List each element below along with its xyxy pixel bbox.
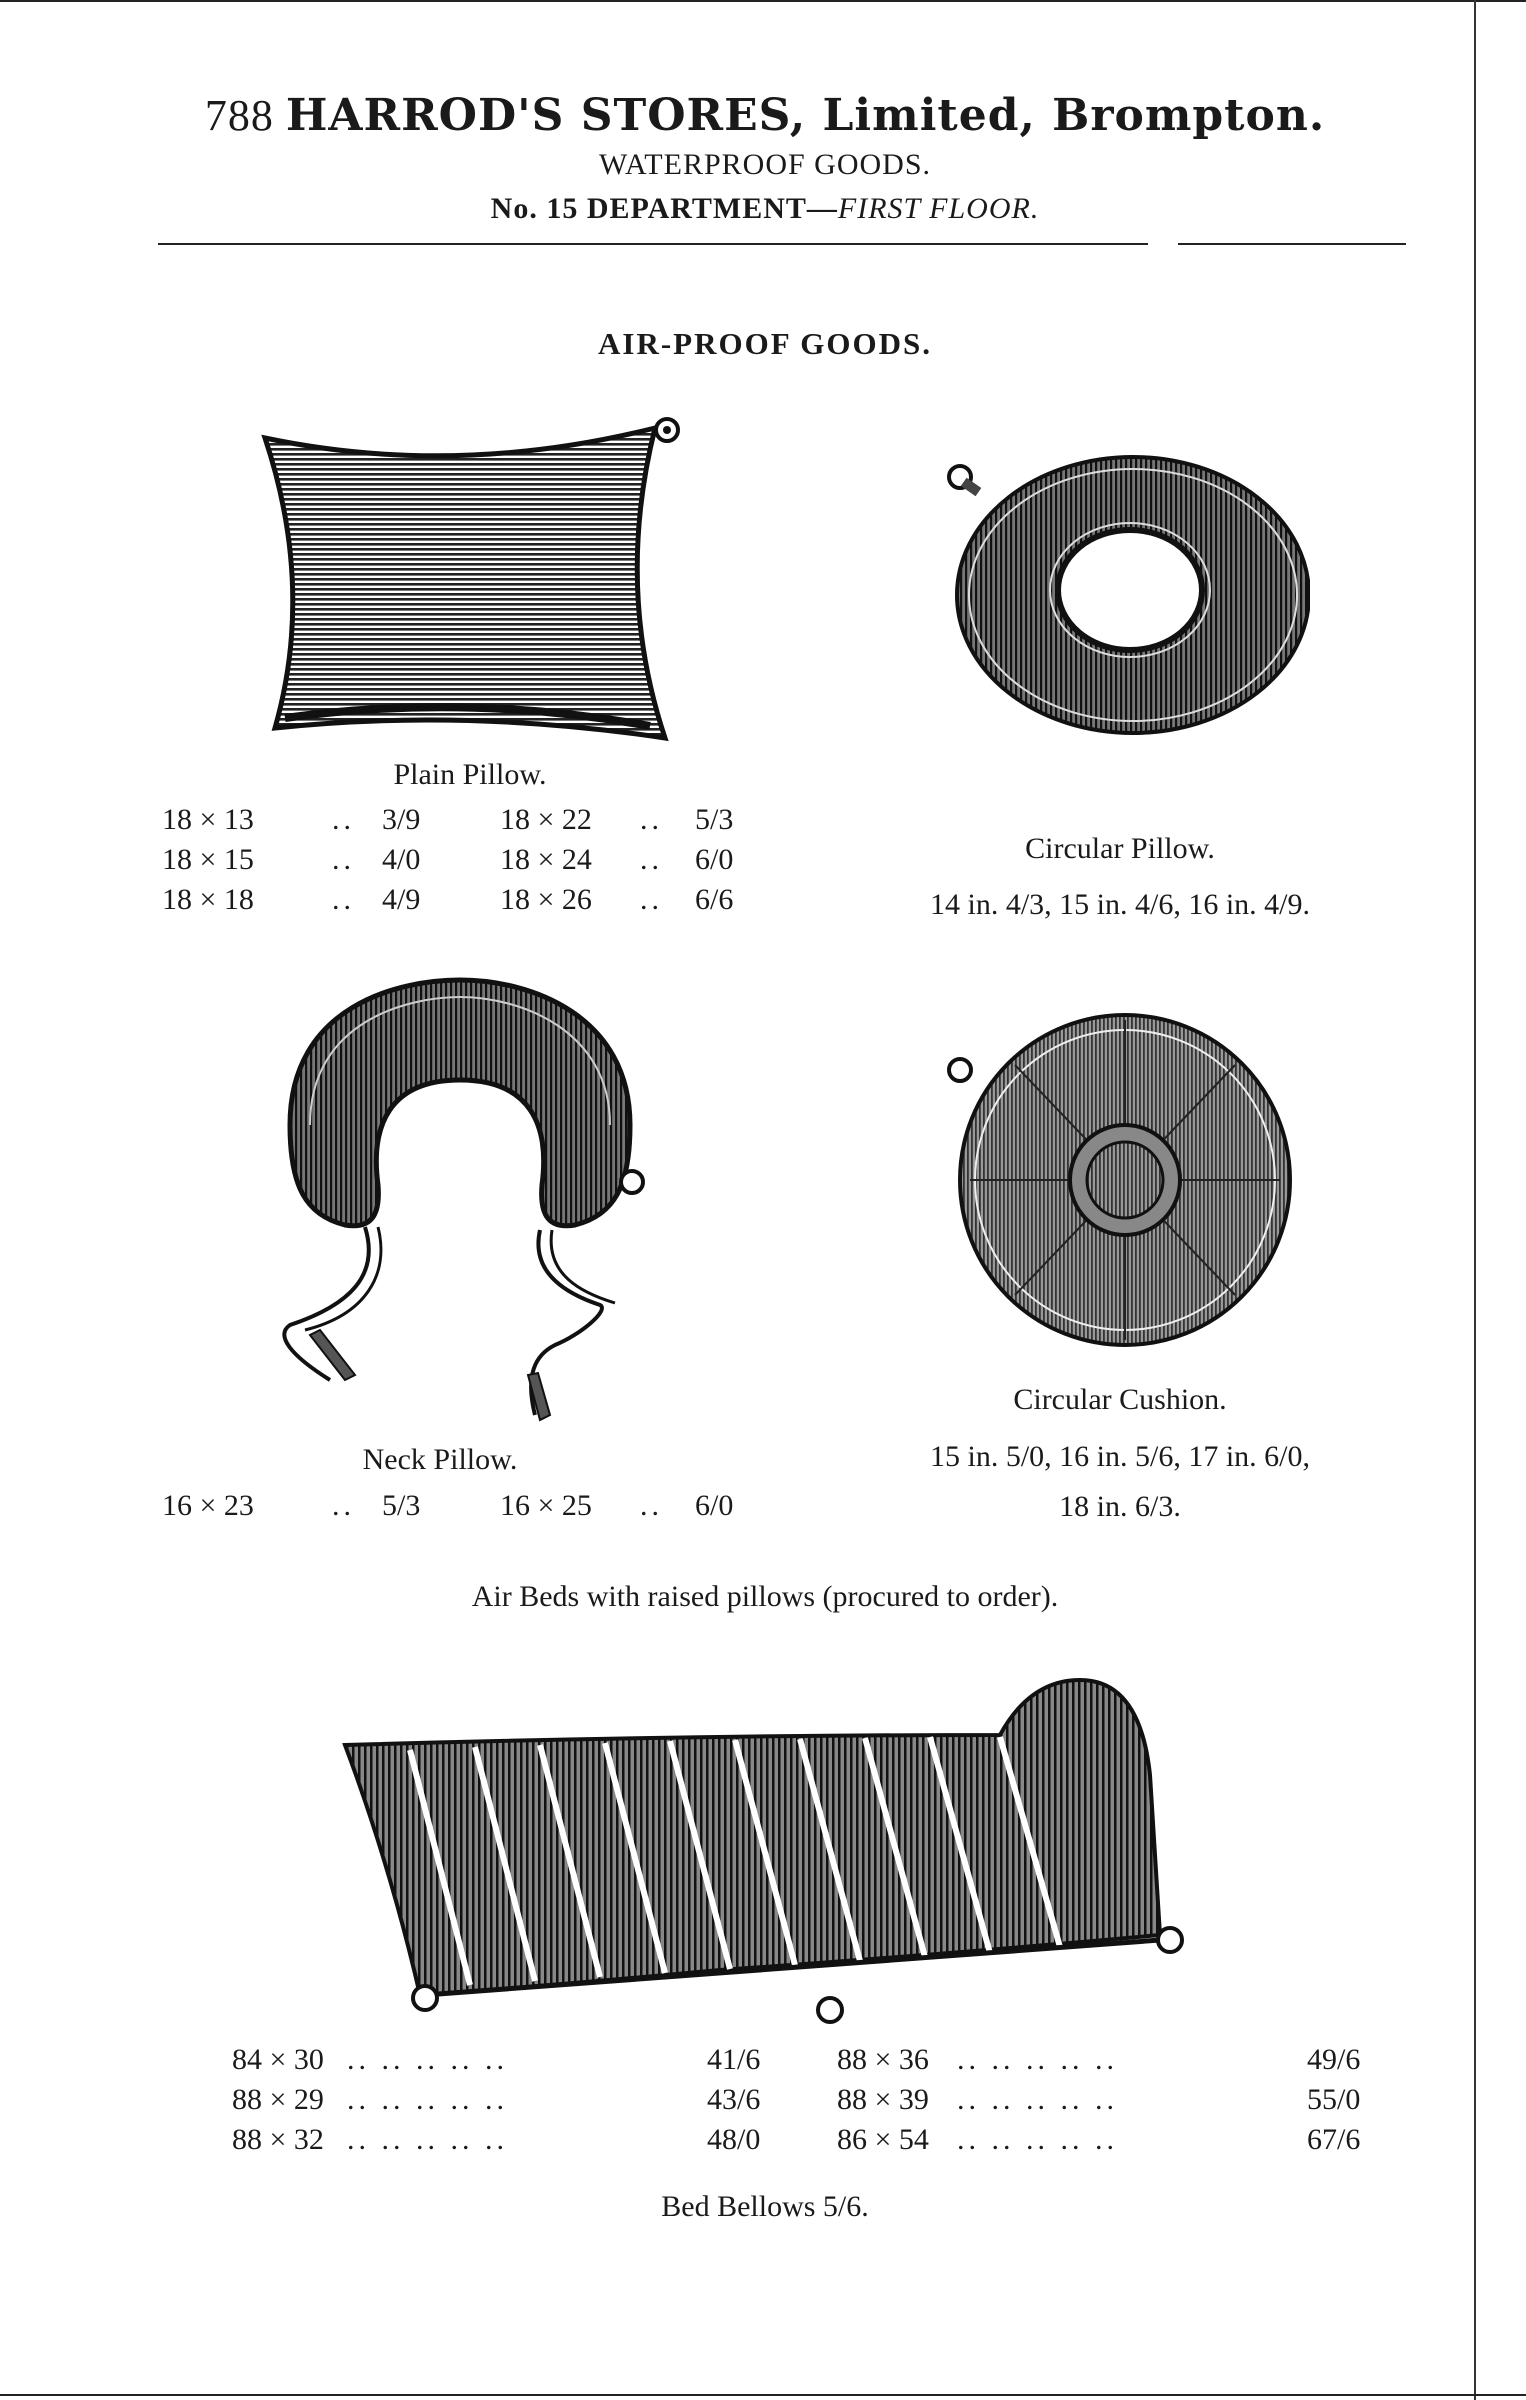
price-cell: 49/6 [1307,2043,1361,2076]
circular-pillow-prices: 14 in. 4/3, 15 in. 4/6, 16 in. 4/9. [929,888,1310,921]
leader-dots: .. .. .. .. .. [347,2043,508,2076]
size-cell: 88 × 39 [837,2083,929,2116]
price-cell: 4/9 [382,883,421,916]
page-number: 788 [204,91,274,140]
price-cell: 5/3 [695,803,734,836]
leader-dots: .. [332,1489,355,1522]
table-row [232,2120,1360,2160]
leader-dots: .. .. .. .. .. [957,2043,1118,2076]
page-top-edge [0,0,1526,2]
neck-pillow-caption: Neck Pillow. [362,1443,518,1476]
plain-pillow-price-table [162,800,733,920]
bed-bellows-note: Bed Bellows 5/6. [661,2190,869,2223]
circular-pillow-illustration [930,425,1310,735]
size-cell: 88 × 29 [232,2083,324,2116]
size-cell: 18 × 15 [162,843,254,876]
size-cell: 18 × 22 [500,803,592,836]
leader-dots: .. .. .. .. .. [347,2123,508,2156]
leader-dots: .. .. .. .. .. [347,2083,508,2116]
table-row [162,840,733,880]
header-rule [158,243,1148,245]
leader-dots: .. [640,843,663,876]
price-cell: 3/9 [382,803,421,836]
leader-dots: .. .. .. .. .. [957,2083,1118,2116]
leader-dots: .. [332,803,355,836]
leader-dots: .. [640,1489,663,1522]
table-row [162,1486,733,1526]
page-right-edge [1474,0,1476,2400]
page-header [150,90,1380,141]
size-cell: 88 × 32 [232,2123,324,2156]
price-cell: 55/0 [1307,2083,1361,2116]
table-row [232,2080,1360,2120]
neck-pillow-price-table [162,1486,733,1526]
leader-dots: .. .. .. .. .. [957,2123,1118,2156]
leader-dots: .. [640,803,663,836]
price-cell: 41/6 [707,2043,761,2076]
price-cell: 4/0 [382,843,421,876]
air-bed-illustration [340,1665,1260,2025]
circular-cushion-illustration [935,1000,1295,1350]
section-title: AIR-PROOF GOODS. [598,326,932,361]
circular-cushion-prices-2: 18 in. 6/3. [1059,1490,1181,1523]
air-bed-price-table [232,2040,1360,2160]
size-cell: 88 × 36 [837,2043,929,2076]
size-cell: 84 × 30 [232,2043,324,2076]
circular-cushion-caption: Circular Cushion. [1013,1383,1227,1416]
table-row [232,2040,1360,2080]
store-name: HARROD'S STORES, Limited, Brompton. [285,90,1326,141]
department-prefix: No. 15 DEPARTMENT— [490,192,838,225]
table-row [162,880,733,920]
leader-dots: .. [640,883,663,916]
size-cell: 86 × 54 [837,2123,929,2156]
price-cell: 6/0 [695,843,734,876]
neck-pillow-illustration [270,975,650,1445]
leader-dots: .. [332,883,355,916]
size-cell: 16 × 23 [162,1489,254,1522]
size-cell: 18 × 18 [162,883,254,916]
department-floor: FIRST FLOOR. [837,192,1040,225]
header-rule-right [1178,243,1406,245]
price-cell: 6/0 [695,1489,734,1522]
circular-cushion-prices-1: 15 in. 5/0, 16 in. 5/6, 17 in. 6/0, [929,1440,1310,1473]
plain-pillow-caption: Plain Pillow. [393,758,547,791]
size-cell: 18 × 13 [162,803,254,836]
price-cell: 43/6 [707,2083,761,2116]
price-cell: 6/6 [695,883,734,916]
price-cell: 48/0 [707,2123,761,2156]
page-bottom-edge [0,2394,1526,2396]
catalog-subtitle: WATERPROOF GOODS. [598,148,932,181]
table-row [162,800,733,840]
air-bed-caption: Air Beds with raised pillows (procured to order). [471,1580,1059,1613]
price-cell: 67/6 [1307,2123,1361,2156]
size-cell: 16 × 25 [500,1489,592,1522]
size-cell: 18 × 24 [500,843,592,876]
department-line [150,192,1380,226]
circular-pillow-caption: Circular Pillow. [1025,832,1215,865]
plain-pillow-illustration [255,408,685,748]
price-cell: 5/3 [382,1489,421,1522]
leader-dots: .. [332,843,355,876]
size-cell: 18 × 26 [500,883,592,916]
